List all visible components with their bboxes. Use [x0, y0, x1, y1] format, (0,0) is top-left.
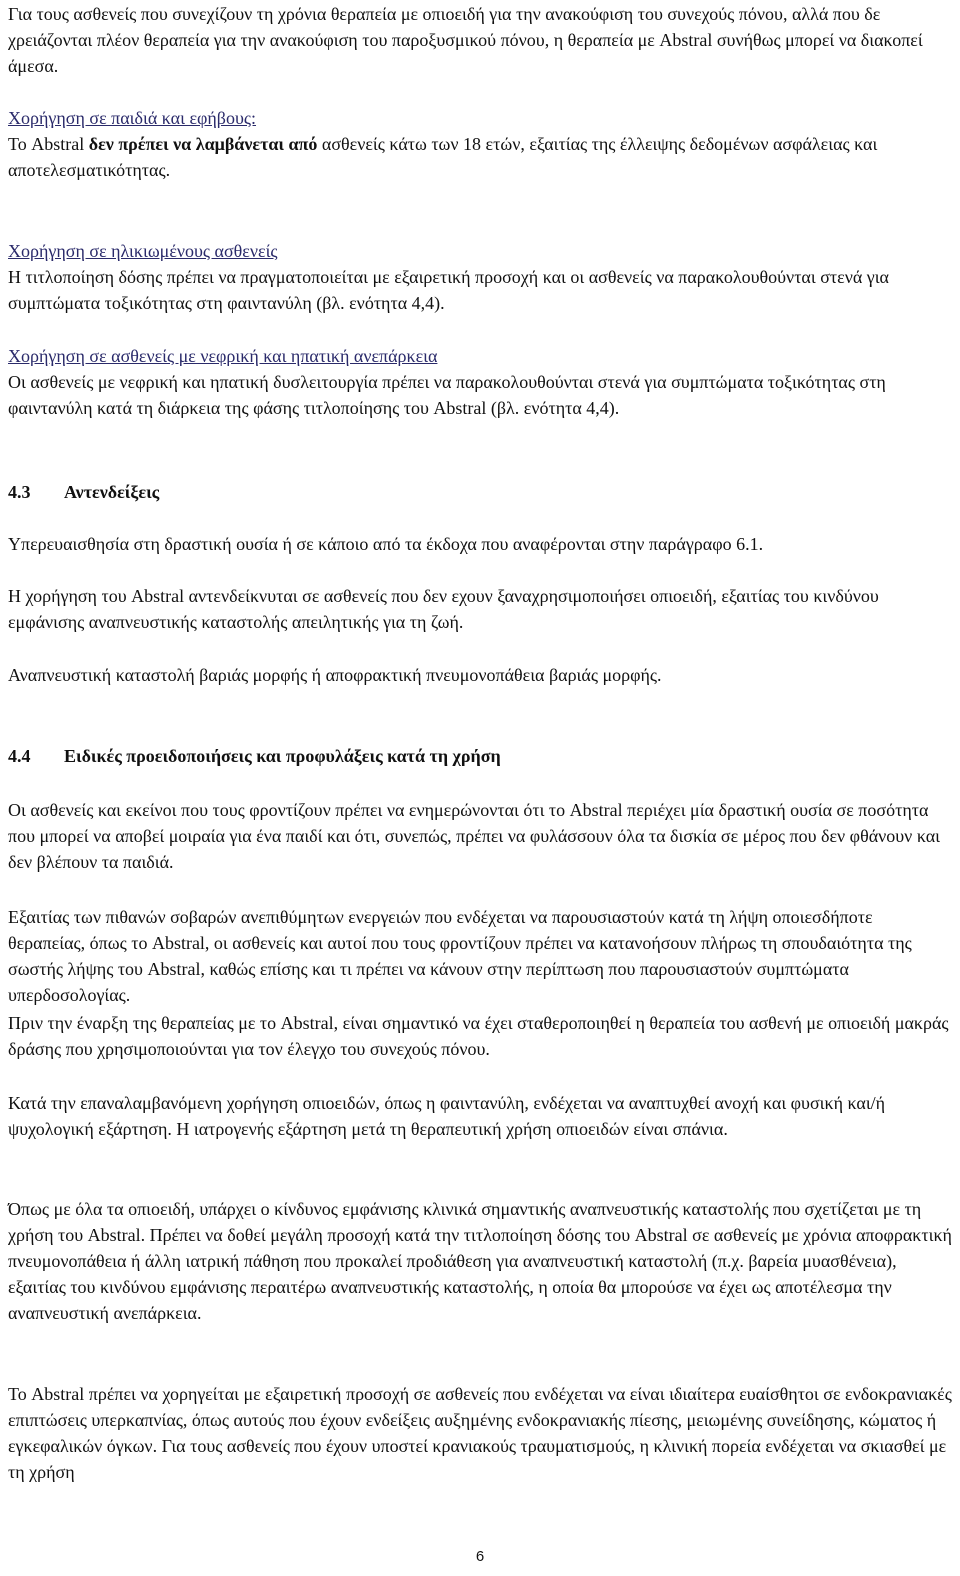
section-heading-4-4 — [8, 743, 501, 769]
paragraph-adverse-reactions: Εξαιτίας των πιθανών σοβαρών ανεπιθύμητων ενεργειών που ενδέχεται να παρουσιαστούν κατά τη λήψη οποιεσδήποτε θεραπείας, όπως το Abstral, οι ασθενείς και αυτοί που τους φροντίζουν πρέπει να κατανοήσουν πλήρως τη σπουδαιότητα της σωστής λήψης του Abstral, καθώς επίσης και τι πρέπει να κάνουν στην περίπτωση που παρουσιαστούν συμπτώματα υπερδοσολογίας. — [8, 907, 912, 1005]
section-heading-4-3 — [8, 479, 159, 505]
paragraph-elderly: Η τιτλοποίηση δόσης πρέπει να πραγματοποιείται με εξαιρετική προσοχή και οι ασθενείς να παρακολουθούνται στενά για συμπτώματα τοξικότητας στη φαιντανύλη (βλ. ενότητα 4,4). — [8, 267, 889, 313]
paragraph-stabilisation: Πριν την έναρξη της θεραπείας με το Abstral, είναι σημαντικό να έχει σταθεροποιηθεί η θεραπεία του ασθενή με οπιοειδή μακράς δράσης που χρησιμοποιούνται για τον έλεγχο του συνεχούς πόνου. — [8, 1013, 949, 1059]
paragraph-renal-hepatic: Οι ασθενείς με νεφρική και ηπατική δυσλειτουργία πρέπει να παρακολουθούνται στενά για συμπτώματα τοξικότητας στη φαιντανύλη κατά τη διάρκεια της φάσης τιτλοποίησης του Abstral (βλ. ενότητα 4,4). — [8, 372, 886, 418]
paragraph-hypersensitivity: Υπερευαισθησία στη δραστική ουσία ή σε κάποιο από τα έκδοχα που αναφέρονται στην παράγραφο 6.1. — [8, 534, 764, 554]
section-number: 4.4 — [8, 746, 31, 766]
page-number: 6 — [475, 1548, 485, 1565]
section-number: 4.3 — [8, 482, 31, 502]
paragraph-respiratory: Αναπνευστική καταστολή βαριάς μορφής ή αποφρακτική πνευμονοπάθεια βαριάς μορφής. — [8, 665, 662, 685]
paragraph-intracranial: Το Abstral πρέπει να χορηγείται με εξαιρετική προσοχή σε ασθενείς που ενδέχεται να είναι ιδιαίτερα ευαίσθητοι σε ενδοκρανιακές επιπτώσεις υπερκαπνίας, όπως αυτούς που έχουν ενδείξεις αυξημένης ενδοκρανιακής πίεσης, μειωμένης συνείδησης, κώματος ή εγκεφαλικών όγκων. Για τους ασθενείς που έχουν υποστεί κρανιακούς τραυματισμούς, η κλινική πορεία ενδέχεται να σκιασθεί με τη χρήση — [8, 1384, 952, 1482]
paragraph-children — [8, 131, 954, 183]
section-title: Αντενδείξεις — [64, 482, 160, 502]
paragraph-respiratory-depression: Όπως με όλα τα οπιοειδή, υπάρχει ο κίνδυνος εμφάνισης κλινικά σημαντικής αναπνευστικής καταστολής που σχετίζεται με τη χρήση του Abstral. Πρέπει να δοθεί μεγάλη προσοχή κατά την τιτλοποίηση δόσης του Abstral σε ασθενείς με χρόνια αποφρακτική πνευμονοπάθεια ή άλλη ιατρική πάθηση που προκαλεί προδιάθεση για αναπνευστική καταστολή (π.χ. βαρεία μυασθένεια), εξαιτίας του κινδύνου εμφάνισης περαιτέρω αναπνευστικής καταστολής, η οποία θα μπορούσε να έχει ως αποτέλεσμα την αναπνευστική ανεπάρκεια. — [8, 1199, 952, 1323]
heading-renal-hepatic: Χορήγηση σε ασθενείς με νεφρική και ηπατική ανεπάρκεια — [8, 346, 438, 366]
children-bold-text: δεν πρέπει να λαμβάνεται από — [88, 134, 318, 154]
paragraph-child-safety: Οι ασθενείς και εκείνοι που τους φροντίζουν πρέπει να ενημερώνονται ότι το Abstral περιέχει μία δραστική ουσία σε ποσότητα που μπορεί να αποβεί μοιραία για ένα παιδί και ότι, συνεπώς, πρέπει να φυλάσσουν όλα τα δισκία σε μέρος που δεν φθάνουν και δεν βλέπουν τα παιδιά. — [8, 800, 941, 872]
paragraph-opioid-naive: Η χορήγηση του Abstral αντενδείκνυται σε ασθενείς που δεν εχουν ξαναχρησιμοποιήσει οπιοειδή, εξαιτίας του κινδύνου εμφάνισης αναπνευστικής καταστολής απειλητικής για τη ζωή. — [8, 586, 879, 632]
section-title: Ειδικές προειδοποιήσεις και προφυλάξεις κατά τη χρήση — [64, 746, 501, 766]
paragraph-tolerance: Κατά την επαναλαμβανόμενη χορήγηση οπιοειδών, όπως η φαιντανύλη, ενδέχεται να αναπτυχθεί ανοχή και φυσική και/ή ψυχολογική εξάρτηση. Η ιατρογενής εξάρτηση μετά τη θεραπευτική χρήση οπιοειδών είναι σπάνια. — [8, 1093, 886, 1139]
children-text-2: ασθενείς κάτω των 18 ετών, εξαιτίας της έλλειψης δεδομένων ασφάλειας και αποτελεσματικότητας. — [8, 134, 878, 180]
paragraph-discontinuation: Για τους ασθενείς που συνεχίζουν τη χρόνια θεραπεία με οπιοειδή για την ανακούφιση του συνεχούς πόνου, αλλά που δε χρειάζονται πλέον θεραπεία για την ανακούφιση του παροξυσμικού πόνου, η θεραπεία με Abstral συνήθως μπορεί να διακοπεί άμεσα. — [8, 4, 923, 76]
heading-elderly: Χορήγηση σε ηλικιωμένους ασθενείς — [8, 241, 278, 261]
children-text-1: Το Abstral — [8, 134, 89, 154]
heading-children: Χορήγηση σε παιδιά και εφήβους: — [8, 108, 257, 128]
